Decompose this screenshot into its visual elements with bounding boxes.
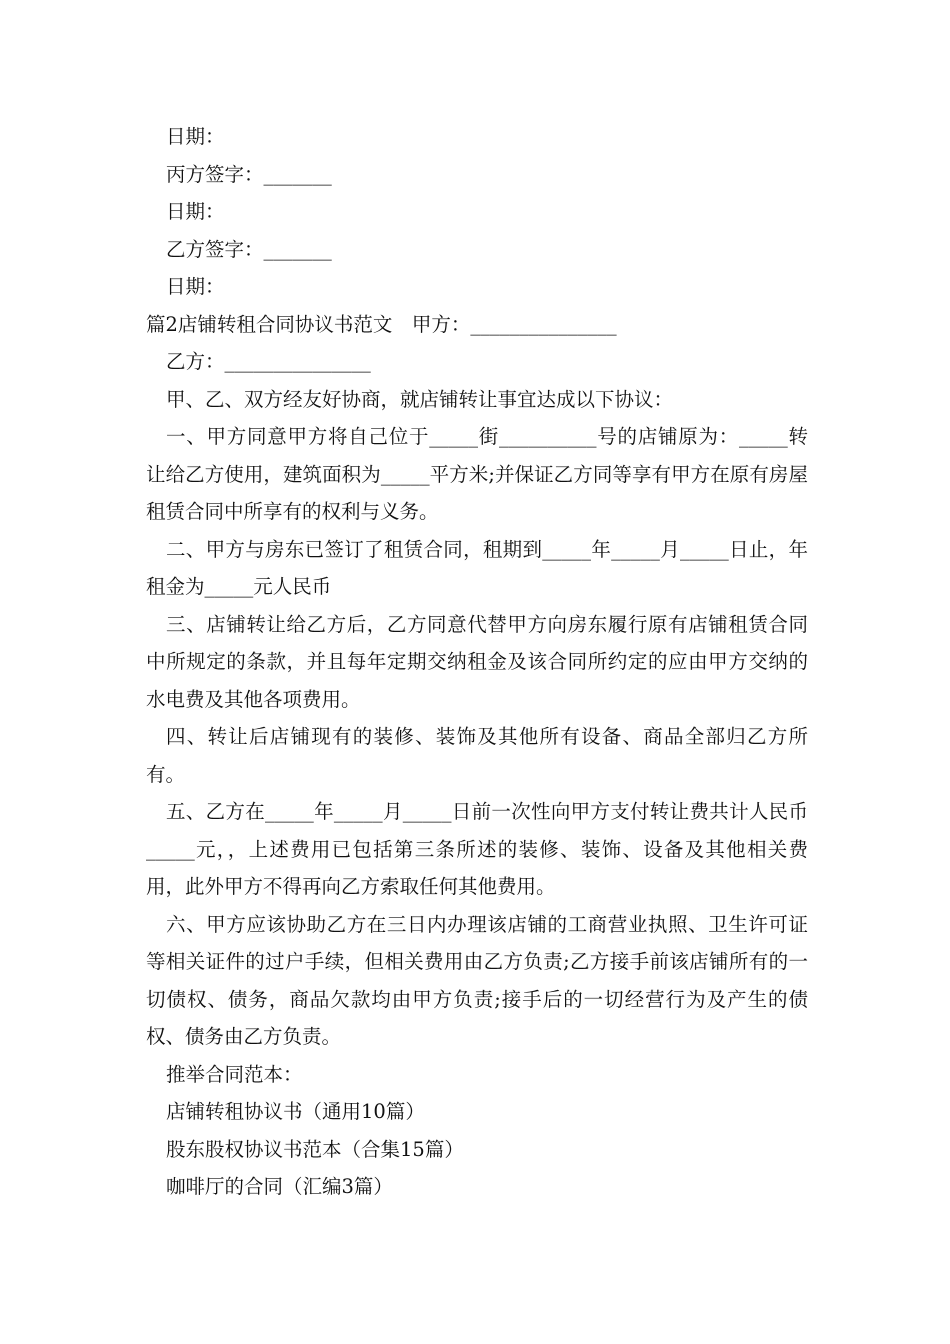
recommendation-link[interactable]: 咖啡厅的合同（汇编3篇） [166, 1175, 393, 1198]
party-c-signature-line: 丙方签字：_______ [166, 162, 332, 186]
signature-block [146, 118, 808, 306]
date-line: 日期： [166, 275, 225, 298]
document-page [146, 118, 808, 1206]
clause-6: 六、甲方应该协助乙方在三日内办理该店铺的工商营业执照、卫生许可证等相关证件的过户手续，但相关费用由乙方负责;乙方接手前该店铺所有的一切债权、债务，商品欠款均由甲方负责;接手后的一切经营行为及产生的债权、债务由乙方负责。 [146, 912, 808, 1048]
clause-2: 二、甲方与房东已签订了租赁合同，租期到_____年_____月_____日止，年租金为_____元人民币 [146, 537, 808, 598]
clause-5: 五、乙方在_____年_____月_____日前一次性向甲方支付转让费共计人民币_____元，，上述费用已包括第三条所述的装修、装饰、设备及其他相关费用，此外甲方不得再向乙方索取任何其他费用。 [146, 800, 808, 898]
clause-3: 三、店铺转让给乙方后，乙方同意代替甲方向房东履行原有店铺租赁合同中所规定的条款，并且每年定期交纳租金及该合同所约定的应由甲方交纳的水电费及其他各项费用。 [146, 612, 808, 711]
recommendation-link[interactable]: 店铺转租协议书（通用10篇） [166, 1100, 425, 1123]
party-b-line: 乙方：_______________ [166, 350, 371, 373]
party-b-signature-line: 乙方签字：_______ [166, 237, 332, 261]
recommendations-heading: 推举合同范本： [166, 1062, 303, 1086]
section-2-heading: 篇2店铺转租合同协议书范文 甲方：_______________ [146, 312, 617, 336]
date-line: 日期： [166, 125, 225, 148]
clause-1: 一、甲方同意甲方将自己位于_____街__________号的店铺原为：_____转让给乙方使用，建筑面积为_____平方米;并保证乙方同等享有甲方在原有房屋租赁合同中所享有的权利与义务。 [146, 425, 808, 523]
date-line: 日期： [166, 200, 225, 223]
section-2 [146, 306, 808, 1056]
recommendation-link[interactable]: 股东股权协议书范本（合集15篇） [166, 1137, 464, 1161]
agreement-intro: 甲、乙、双方经友好协商，就店铺转让事宜达成以下协议： [166, 387, 674, 411]
recommendations [146, 1056, 808, 1206]
clause-4: 四、转让后店铺现有的装修、装饰及其他所有设备、商品全部归乙方所有。 [146, 725, 808, 786]
